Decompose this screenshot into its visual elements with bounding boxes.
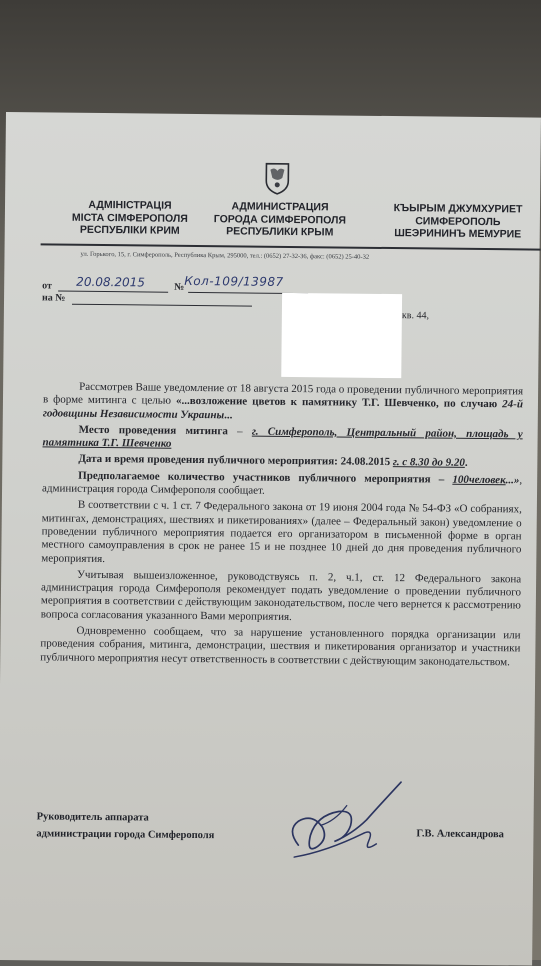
ref-to-label: на №	[41, 292, 66, 304]
header-left-line-2: МІСТА СІМФЕРОПОЛЯ	[71, 211, 188, 225]
place-dash: –	[227, 425, 252, 438]
header-divider	[41, 243, 541, 250]
letter-body	[40, 380, 523, 669]
header-center-line-3: РЕСПУБЛИКИ КРЫМ	[226, 225, 334, 239]
count-end: ...»	[505, 474, 520, 487]
header-ukrainian	[45, 198, 215, 237]
header-right-line-3: ШЕЭРИНИНЪ МЕМУРИЕ	[394, 227, 522, 241]
to-number-underline	[72, 304, 252, 307]
ref-from-label: от	[42, 280, 53, 292]
count-value: 100человек	[452, 473, 506, 487]
position-line-1: Руководитель аппарата	[36, 811, 149, 824]
header-center-line-2: ГОРОДА СИМФЕРОПОЛЯ	[213, 212, 346, 227]
letter-page	[0, 112, 541, 966]
date-underline	[58, 291, 168, 293]
intro-ellipsis: ...	[224, 408, 233, 421]
ref-number-label: №	[174, 281, 185, 293]
signatory-position	[36, 808, 214, 844]
place-value: г. Симферополь, Центральный район, площадь у памятника Т.Г. Шевченко	[42, 425, 523, 450]
recipient-address-tail: кв. 44,	[401, 310, 430, 322]
redacted-recipient	[281, 293, 402, 378]
position-line-2: администрации города Симферополя	[36, 828, 215, 842]
datetime-end: .	[464, 457, 468, 470]
header-left-line-1: АДМІНІСТРАЦІЯ	[88, 198, 172, 212]
coat-of-arms-icon	[263, 161, 291, 195]
place-label: Место проведения митинга	[78, 423, 228, 438]
intro-text: Рассмотрев Ваше уведомление от 18 августа 2015 года о проведении публичного мероприятия в форме митинга с целью	[42, 380, 524, 408]
ref-number: Кол-109/13987	[184, 273, 284, 289]
header-center-line-1: АДМИНИСТРАЦИЯ	[231, 200, 329, 214]
paragraph-liability: Одновременно сообщаем, что за нарушение установленного порядка организации или проведения собрания, митинга, демонстрации, шествия и пикетирования организатор и участники публичного мероприятия несут ответственность в соответствии с действующим законодательством.	[40, 624, 521, 668]
intro-occasion: 24-й годовщины Независимости Украины	[42, 398, 524, 421]
header-right-line-1: КЪЫРЫМ ДЖУМХУРИЕТ	[393, 202, 523, 216]
paragraph-count	[42, 469, 522, 501]
organization-address: ул. Горького, 15, г. Симферополь, Республика Крым, 295000, тел.: (0652) 27-32-36, факс: (0652) 25-40-32	[80, 250, 370, 261]
signatory-name: Г.В. Александрова	[416, 828, 504, 841]
count-tail: , администрация города Симферополя сообщает.	[41, 474, 523, 497]
header-right-line-2: СИМФЕРОПОЛЬ	[415, 214, 501, 228]
handwritten-signature	[276, 775, 417, 871]
paragraph-intro	[43, 380, 523, 425]
datetime-value: г. с 8.30 до 9.20	[392, 456, 465, 470]
datetime-label: Дата и время проведения публичного мероприятия: 24.08.2015	[78, 453, 393, 469]
header-crimean-tatar	[373, 202, 541, 241]
paragraph-place	[42, 423, 522, 455]
paragraph-law: В соответствии с ч. 1 ст. 7 Федерального закона от 19 июня 2004 года № 54-ФЗ «О собраниях, митингах, демонстрациях, шествиях и пикетированиях» (далее – Федеральный закон) уведомление о проведении публичного мероприятия подается его организатором в письменной форме в орган местного самоуправления в срок не ранее 15 и не позднее 10 дней до дня проведения публичного мероприятия.	[41, 499, 522, 565]
count-label: Предполагаемое количество участников публичного мероприятия –	[78, 469, 453, 486]
paragraph-datetime	[42, 453, 522, 471]
ref-date: 20.08.2015	[76, 274, 146, 290]
header-left-line-3: РЕСПУБЛІКИ КРИМ	[79, 223, 180, 237]
header-russian	[210, 200, 350, 239]
paragraph-recommendation: Учитывая вышеизложенное, руководствуясь п. 2, ч.1, ст. 12 Федерального закона администрация города Симферополя рекомендует подать уведомление о проведении публичного мероприятия в соответствии с действующим законодательством, после чего вернется к рассмотрению вопроса согласования указанного Вами мероприятия.	[40, 568, 522, 623]
intro-purpose: «...возложение цветов к памятнику Т.Г. Шевченко, по случаю	[175, 395, 503, 411]
